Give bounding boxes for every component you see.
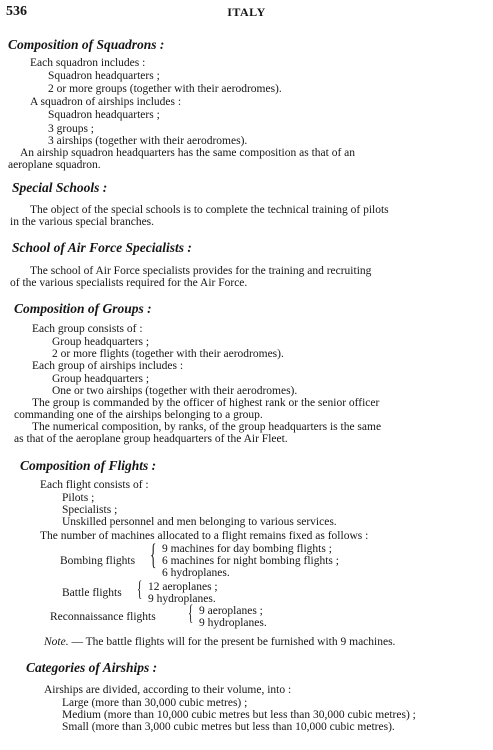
heading-specialists: School of Air Force Specialists : — [12, 240, 192, 255]
note-text: — The battle flights will for the present be furnished with 9 machines. — [71, 636, 396, 648]
battle-brace: { — [137, 576, 143, 601]
flights-line-1: Each flight consists of : — [40, 479, 149, 491]
squadrons-line-5: Squadron headquarters ; — [48, 109, 160, 121]
flights-line-4: Unskilled personnel and men belonging to various services. — [62, 516, 337, 528]
squadrons-line-4: A squadron of airships includes : — [30, 96, 182, 108]
squadrons-line-2: Squadron headquarters ; — [48, 70, 160, 82]
groups-line-4: Each group of airships includes : — [32, 360, 184, 372]
flights-line-2: Pilots ; — [62, 492, 95, 504]
bombing-item-2: 6 machines for night bombing flights ; — [162, 555, 339, 567]
squadrons-line-6: 3 groups ; — [48, 123, 94, 135]
heading-groups: Composition of Groups : — [14, 301, 152, 316]
specialists-line-1: The school of Air Force specialists provides for the training and recruiting — [30, 265, 372, 277]
bombing-item-1: 9 machines for day bombing flights ; — [162, 543, 332, 555]
groups-line-3: 2 or more flights (together with their aerodromes). — [52, 348, 284, 360]
battle-item-1: 12 aeroplanes ; — [148, 581, 218, 593]
specialists-line-2: of the various specialists required for the Air Force. — [10, 277, 248, 289]
battle-item-2: 9 hydroplanes. — [148, 593, 216, 605]
groups-line-2: Group headquarters ; — [52, 336, 150, 348]
groups-line-8: commanding one of the airships belonging to a group. — [14, 409, 263, 421]
flights-line-5: The number of machines allocated to a flight remains fixed as follows : — [40, 530, 369, 542]
squadrons-line-1: Each squadron includes : — [30, 57, 146, 69]
bombing-flights-label: Bombing flights — [60, 555, 136, 567]
squadrons-line-7: 3 airships (together with their aerodromes). — [48, 135, 248, 147]
special-schools-line-1: The object of the special schools is to complete the technical training of pilots — [30, 204, 389, 216]
bombing-brace: { — [150, 538, 157, 571]
groups-line-7: The group is commanded by the officer of highest rank or the senior officer — [32, 397, 380, 409]
groups-line-10: as that of the aeroplane group headquarters of the Air Fleet. — [14, 433, 288, 445]
squadrons-line-9: aeroplane squadron. — [8, 159, 101, 171]
heading-flights: Composition of Flights : — [20, 458, 157, 473]
squadrons-line-3: 2 or more groups (together with their aerodromes). — [48, 83, 282, 95]
reconnaissance-brace: { — [188, 600, 194, 625]
page-number: 536 — [6, 4, 27, 19]
groups-line-5: Group headquarters ; — [52, 373, 150, 385]
heading-squadrons: Composition of Squadrons : — [8, 37, 165, 52]
airships-line-1: Airships are divided, according to their volume, into : — [44, 684, 292, 696]
reconnaissance-flights-label: Reconnaissance flights — [50, 611, 156, 623]
groups-line-9: The numerical composition, by ranks, of the group headquarters is the same — [32, 421, 382, 433]
groups-line-1: Each group consists of : — [32, 323, 143, 335]
squadrons-line-8: An airship squadron headquarters has the same composition as that of an — [20, 147, 356, 159]
reconnaissance-item-2: 9 hydroplanes. — [199, 617, 267, 629]
heading-special-schools: Special Schools : — [12, 180, 108, 195]
flights-note — [44, 636, 395, 649]
running-title: ITALY — [227, 5, 266, 19]
page-header — [6, 4, 487, 22]
airships-line-2: Large (more than 30,000 cubic metres) ; — [62, 697, 248, 709]
groups-line-6: One or two airships (together with their aerodromes). — [52, 385, 298, 397]
airships-line-4: Small (more than 3,000 cubic metres but less than 10,000 cubic metres). — [62, 721, 395, 733]
bombing-item-3: 6 hydroplanes. — [162, 567, 230, 579]
reconnaissance-item-1: 9 aeroplanes ; — [199, 605, 263, 617]
airships-line-3: Medium (more than 10,000 cubic metres but less than 30,000 cubic metres) ; — [62, 709, 416, 721]
note-label: Note. — [44, 636, 69, 648]
special-schools-line-2: in the various special branches. — [10, 216, 155, 228]
flights-line-3: Specialists ; — [62, 504, 118, 516]
battle-flights-label: Battle flights — [62, 587, 122, 599]
heading-airships: Categories of Airships : — [26, 660, 158, 675]
